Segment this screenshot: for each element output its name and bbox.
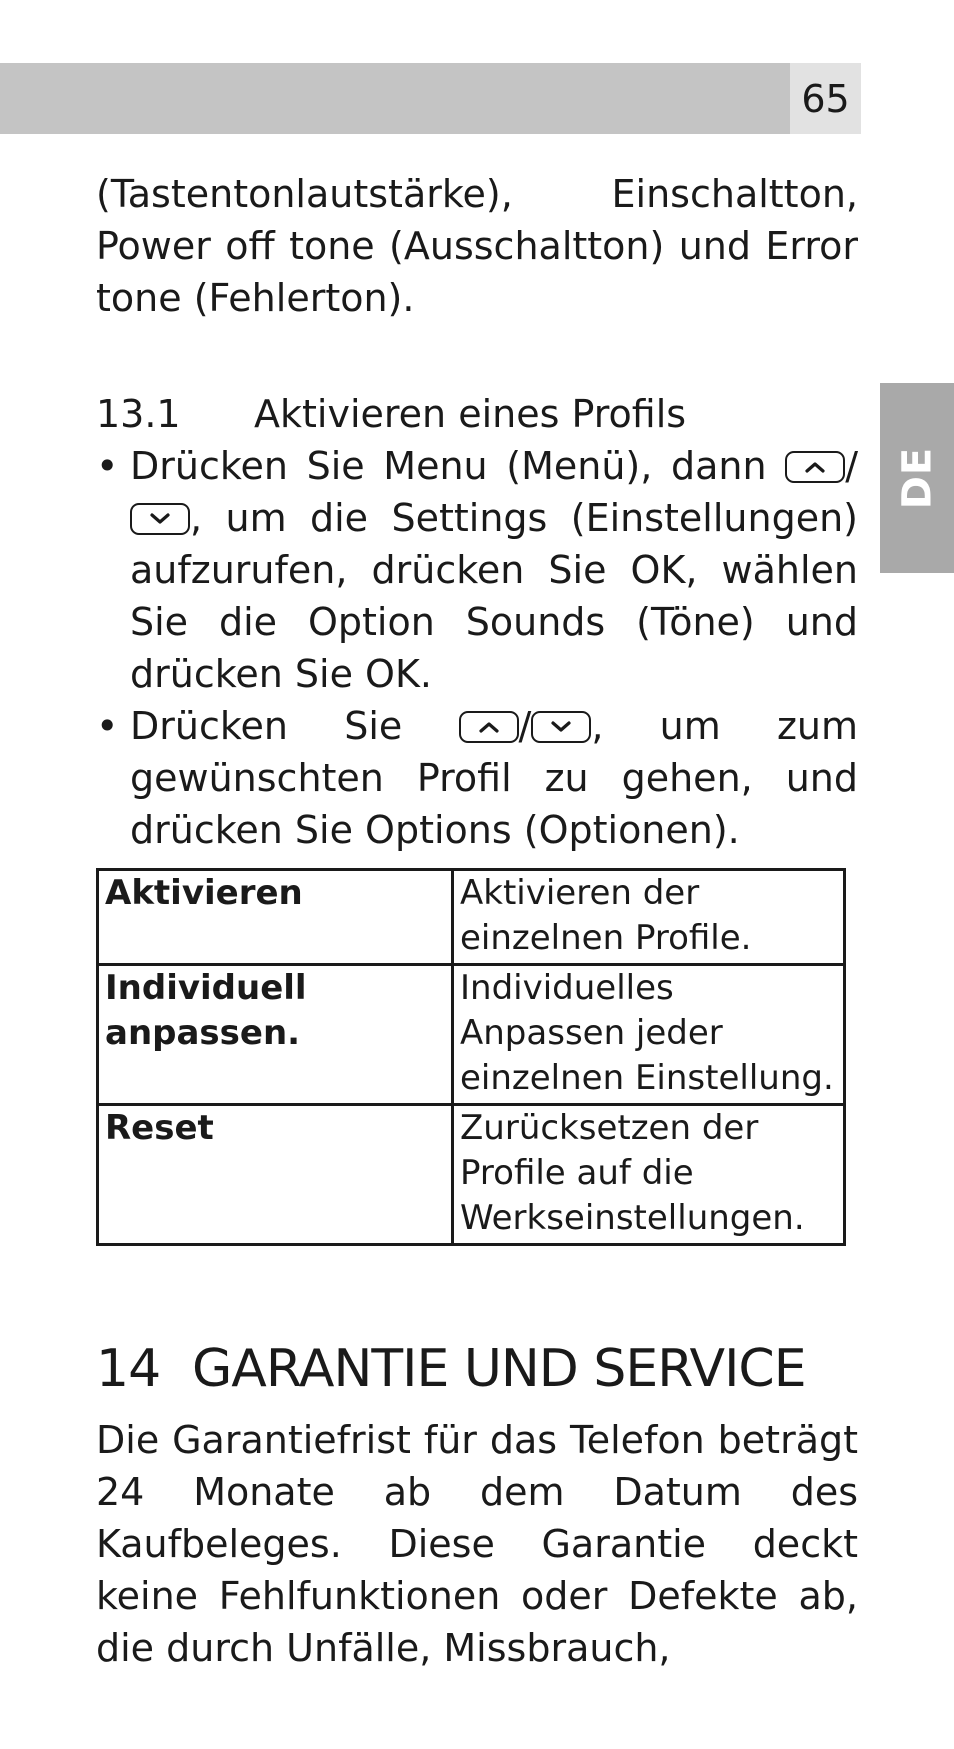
- instruction-list: [96, 440, 858, 856]
- page-number-text: 65: [801, 76, 850, 121]
- list-item: [96, 700, 858, 856]
- option-name: Aktivieren: [98, 870, 453, 965]
- language-tab-label: DE: [894, 446, 940, 510]
- section-heading: [96, 388, 858, 440]
- profile-options-table: [96, 868, 846, 1246]
- section-number: 13.1: [96, 392, 181, 436]
- chapter-title: GARANTIE UND SERVICE: [192, 1339, 806, 1399]
- bullet-icon: •: [96, 704, 119, 748]
- option-name: Individuell anpassen.: [98, 965, 453, 1105]
- intro-paragraph: (Tastentonlautstärke), Einschaltton, Power off tone (Ausschaltton) und Error tone (Fehlerton).: [96, 172, 858, 320]
- page-number: [790, 63, 861, 134]
- language-tab: [880, 383, 954, 573]
- bullet-2-text-a: Drücken Sie: [130, 704, 403, 748]
- bullet-1-text-b: , um die Settings (Einstellungen) aufzurufen, drücken Sie OK, wählen Sie die Option Sounds (Töne) und drücken Sie OK.: [130, 496, 858, 696]
- list-item: [96, 440, 858, 700]
- arrow-down-key-icon: [531, 711, 591, 743]
- slash-separator: /: [845, 444, 858, 488]
- option-description: Aktivieren der einzelnen Profile.: [453, 870, 845, 965]
- bullet-2-text-b: , um zum gewünschten Profil zu gehen, und drücken Sie Options (Optionen).: [130, 704, 858, 852]
- arrow-down-key-icon: [130, 503, 190, 535]
- bullet-1-text-a: Drücken Sie Menu (Menü), dann: [130, 444, 767, 488]
- header-bar: [0, 63, 790, 134]
- page-content: [96, 168, 858, 1674]
- table-row: [98, 965, 845, 1105]
- bullet-icon: •: [96, 444, 119, 488]
- arrow-up-key-icon: [459, 711, 519, 743]
- chapter-number: 14: [96, 1339, 161, 1399]
- slash-separator: /: [518, 704, 532, 748]
- table-row: [98, 870, 845, 965]
- section-title: Aktivieren eines Profils: [254, 392, 687, 436]
- option-description: Zurücksetzen der Profile auf die Werkseinstellungen.: [453, 1105, 845, 1245]
- chapter-heading: [96, 1334, 858, 1404]
- option-description: Individuelles Anpassen jeder einzelnen Einstellung.: [453, 965, 845, 1105]
- table-row: [98, 1105, 845, 1245]
- warranty-paragraph: Die Garantiefrist für das Telefon beträgt 24 Monate ab dem Datum des Kaufbeleges. Diese Garantie deckt keine Fehlfunktionen oder Defekte ab, die durch Unfälle, Missbrauch,: [96, 1418, 858, 1670]
- option-name: Reset: [98, 1105, 453, 1245]
- arrow-up-key-icon: [785, 451, 845, 483]
